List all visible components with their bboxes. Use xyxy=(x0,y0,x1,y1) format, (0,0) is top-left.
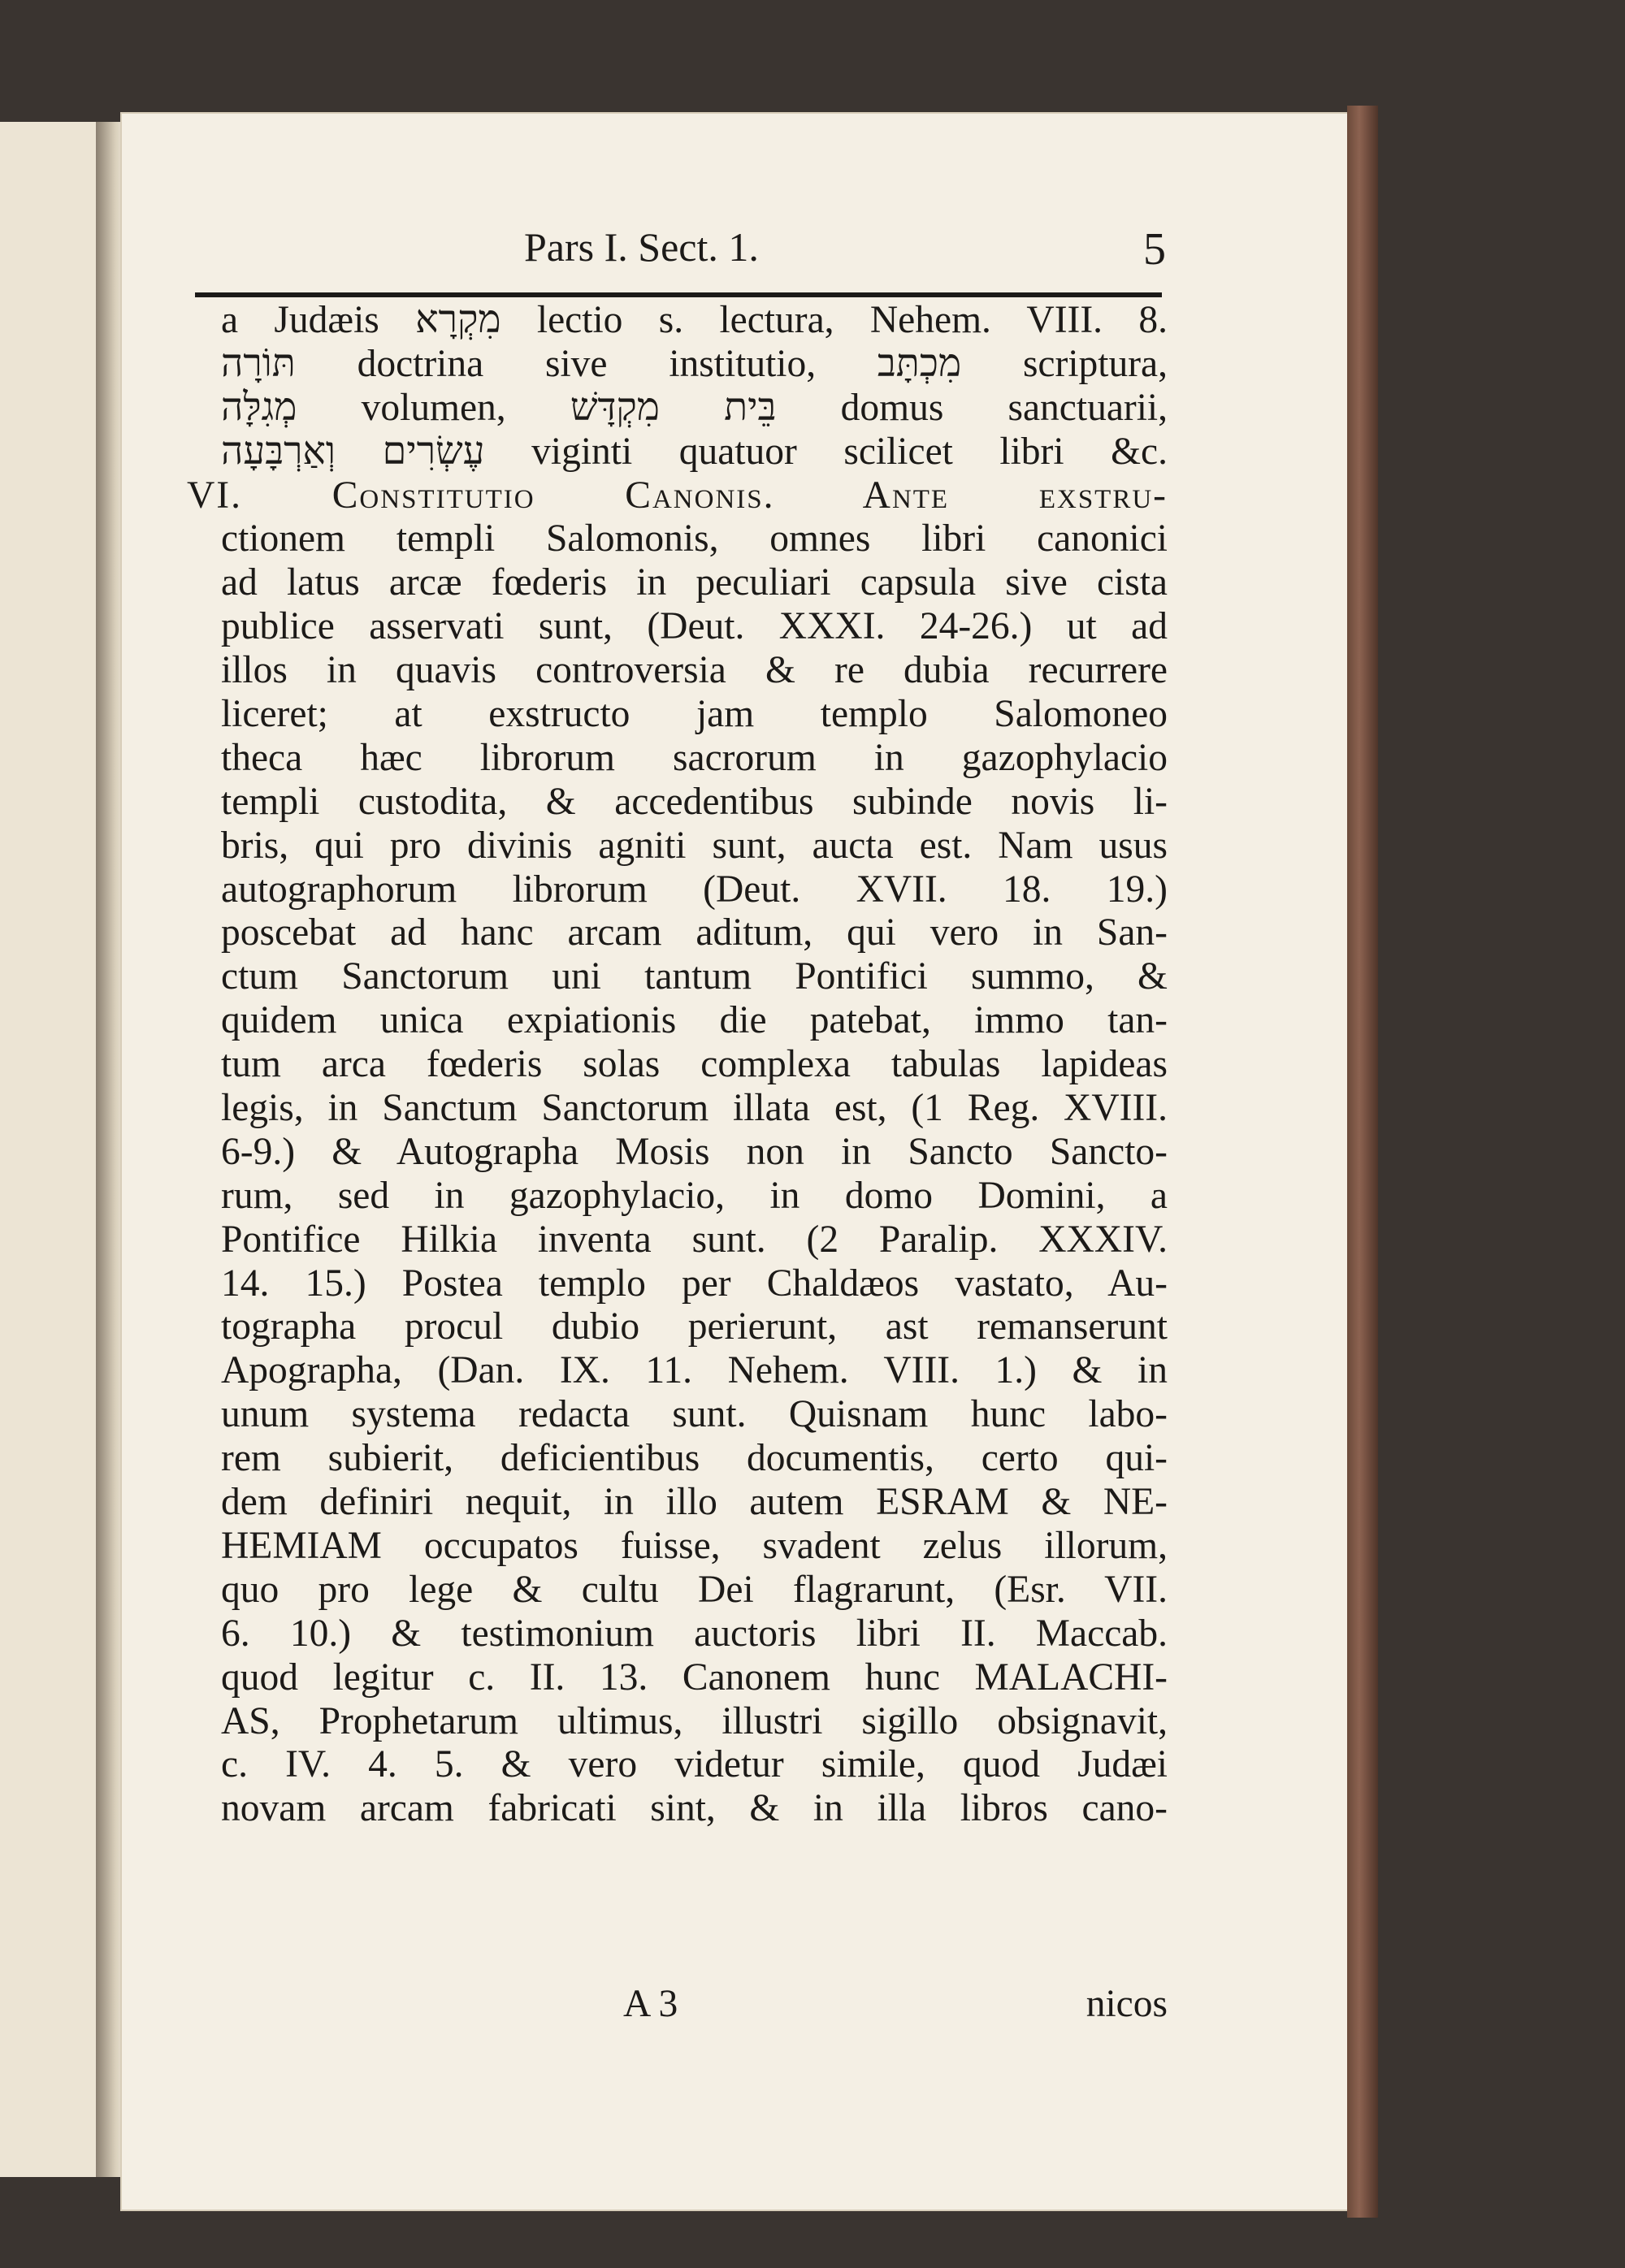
text-line: AS, Prophetarum ultimus, illustri sigillo obsignavit, xyxy=(221,1699,1168,1742)
text-line: ctionem templi Salomonis, omnes libri canonici xyxy=(221,517,1168,561)
running-head xyxy=(207,223,1166,292)
signature-mark: A 3 xyxy=(623,1983,678,2025)
text-line: עֶשְׂרִים וְאַרְבָּעָה viginti quatuor scilicet libri &c. xyxy=(221,430,1168,473)
text-line: illos in quavis controversia & re dubia recurrere xyxy=(221,649,1168,692)
catchword: nicos xyxy=(1086,1983,1168,2025)
text-line: legis, in Sanctum Sanctorum illata est, (1 Reg. XVIII. xyxy=(221,1087,1168,1130)
text-line: תּוֹרָה doctrina sive institutio, מִכְתָּב scriptura, xyxy=(221,342,1168,385)
text-line: Apographa, (Dan. IX. 11. Nehem. VIII. 1.) & in xyxy=(221,1349,1168,1392)
text-line: rem subierit, deficientibus documentis, certo qui- xyxy=(221,1437,1168,1480)
text-line: unum systema redacta sunt. Quisnam hunc labo- xyxy=(221,1393,1168,1436)
section-heading-line: VI. Constitutio Canonis. Ante exstru- xyxy=(187,474,1168,517)
text-line: ctum Sanctorum uni tantum Pontifici summo, & xyxy=(221,955,1168,998)
text-line: liceret; at exstructo jam templo Salomoneo xyxy=(221,693,1168,736)
text-line: מְגִלָּה volumen, בֵּית מִקְדָּשׁ domus sanctuarii, xyxy=(221,386,1168,429)
text-line: 14. 15.) Postea templo per Chaldæos vastato, Au- xyxy=(221,1262,1168,1305)
text-line: publice asservati sunt, (Deut. XXXI. 24-26.) ut ad xyxy=(221,605,1168,648)
page-footer xyxy=(221,1982,1168,2026)
text-line: 6-9.) & Autographa Mosis non in Sancto Sancto- xyxy=(221,1130,1168,1173)
text-line: Pontifice Hilkia inventa sunt. (2 Paralip. XXXIV. xyxy=(221,1218,1168,1261)
running-head-title: Pars I. Sect. 1. xyxy=(524,224,759,270)
text-line: templi custodita, & accedentibus subinde novis li- xyxy=(221,780,1168,823)
page-body xyxy=(187,299,1168,1831)
text-line: novam arcam fabricati sint, & in illa libros cano- xyxy=(221,1787,1168,1830)
text-line: a Judæis מִקְרָא lectio s. lectura, Nehem. VIII. 8. xyxy=(221,299,1168,341)
header-rule xyxy=(195,292,1162,297)
text-line: ad latus arcæ fœderis in peculiari capsula sive cista xyxy=(221,561,1168,604)
text-line: 6. 10.) & testimonium auctoris libri II. Maccab. xyxy=(221,1612,1168,1655)
facing-page-edge xyxy=(0,122,109,2177)
text-line: rum, sed in gazophylacio, in domo Domini, a xyxy=(221,1174,1168,1217)
text-line: c. IV. 4. 5. & vero videtur simile, quod Judæi xyxy=(221,1743,1168,1786)
text-line: bris, qui pro divinis agniti sunt, aucta est. Nam usus xyxy=(221,824,1168,867)
text-line: autographorum librorum (Deut. XVII. 18. 19.) xyxy=(221,868,1168,911)
text-line: HEMIAM occupatos fuisse, svadent zelus illorum, xyxy=(221,1524,1168,1567)
text-line: quod legitur c. II. 13. Canonem hunc MALACHI- xyxy=(221,1656,1168,1699)
leather-cover-edge xyxy=(1347,106,1378,2218)
text-line: quidem unica expiationis die patebat, immo tan- xyxy=(221,999,1168,1042)
page-number: 5 xyxy=(1143,224,1166,275)
text-line: tum arca fœderis solas complexa tabulas lapideas xyxy=(221,1043,1168,1086)
text-line: theca hæc librorum sacrorum in gazophylacio xyxy=(221,736,1168,779)
text-line: poscebat ad hanc arcam aditum, qui vero in San- xyxy=(221,911,1168,954)
text-line: quo pro lege & cultu Dei flagrarunt, (Esr. VII. xyxy=(221,1568,1168,1611)
text-line: dem definiri nequit, in illo autem ESRAM & NE- xyxy=(221,1481,1168,1524)
text-line: tographa procul dubio perierunt, ast remanserunt xyxy=(221,1305,1168,1348)
